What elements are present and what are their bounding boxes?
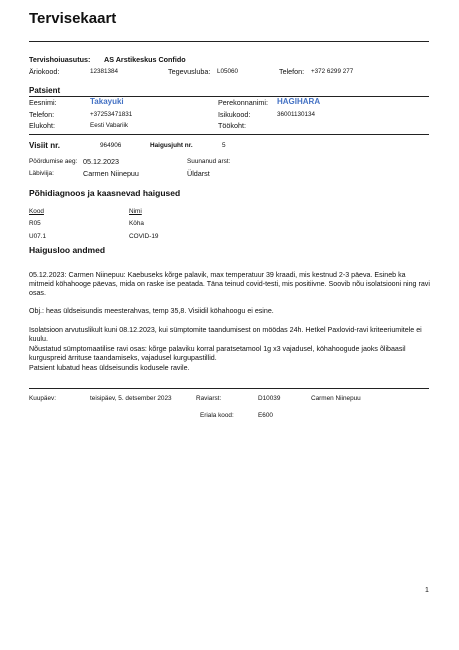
first-name-label: Eesnimi:: [29, 98, 57, 107]
diagnoses-heading: Põhidiagnoos ja kaasnevad haigused: [29, 188, 181, 198]
history-treatment: Nõustatud sümptomaatilise ravi osas: kõrge palaviku korral paratsetamool 1g x3 vajadusel, köhahoogude jaoks õlibaasil kurguspreid ärrituse taandamiseks, vajadusel kurgupastillid.: [29, 345, 406, 363]
visit-number-label: Visiit nr.: [29, 141, 60, 150]
first-name-value: Takayuki: [90, 97, 124, 106]
doctor-name: Carmen Niinepuu: [311, 395, 361, 402]
workplace-label: Töökoht:: [218, 121, 246, 130]
patient-divider: [29, 96, 429, 97]
page-number: 1: [425, 587, 429, 594]
diagnosis-name: COVID-19: [129, 233, 159, 240]
visit-date-value: 05.12.2023: [83, 157, 119, 166]
diagnosis-code-header: Kood: [29, 208, 44, 215]
history-discharge: Patsient lubatud heas üldseisundis kodusele ravile.: [29, 364, 190, 372]
last-name-value: HAGIHARA: [277, 97, 321, 106]
provider-label: Tervishoiuasutus:: [29, 55, 91, 64]
id-code-label: Isikukood:: [218, 110, 251, 119]
visit-number-value: 964906: [100, 142, 122, 149]
visit-divider: [29, 134, 429, 135]
patient-heading: Patsient: [29, 86, 61, 95]
license-value: L05060: [217, 68, 239, 75]
conducted-by-specialty: Üldarst: [187, 169, 210, 178]
patient-phone-label: Telefon:: [29, 110, 55, 119]
conducted-by-value: Carmen Niinepuu: [83, 169, 139, 178]
history-objective: Obj.: heas üldseisundis meesterahvas, temp 35,8. Visiidil köhahoogu ei esine.: [29, 307, 274, 315]
last-name-label: Perekonnanimi:: [218, 98, 268, 107]
history-complaint: 05.12.2023: Carmen Niinepuu: Kaebuseks kõrge palavik, max temperatuur 39 kraadi, mis kestnud 2-3 päeva. Esineb ka mitmeid köhahooge päevas, mida on raske ise peatada. Täna teinud covid-testi, mis positiivne. Soovib nõu isolatsiooni ning ravi osas.: [29, 271, 430, 298]
diagnosis-name: Köha: [129, 220, 144, 227]
provider-name: AS Arstikeskus Confido: [104, 55, 186, 64]
reg-code-label: Äriokood:: [29, 67, 60, 76]
doctor-label: Raviarst:: [196, 395, 222, 402]
footer-divider: [29, 388, 429, 389]
id-code-value: 36001130134: [277, 111, 316, 118]
page-title: Tervisekaart: [29, 10, 117, 27]
patient-phone-value: +37253471831: [90, 111, 133, 118]
provider-phone-value: +372 6299 277: [311, 68, 354, 75]
license-label: Tegevusluba:: [168, 67, 211, 76]
footer-date-label: Kuupäev:: [29, 395, 57, 402]
residence-value: Eesti Vabariik: [90, 122, 129, 129]
specialty-code-label: Eriala kood:: [200, 412, 234, 419]
residence-label: Elukoht:: [29, 121, 55, 130]
provider-phone-label: Telefon:: [279, 67, 305, 76]
title-divider: [29, 41, 429, 42]
diagnosis-code: R05: [29, 220, 41, 227]
history-isolation: Isolatsioon arvutuslikult kuni 08.12.2023, kui sümptomite taandumisest on möödas 24h. Hetkel Paxlovid-ravi kriteeriumitele ei kuulu.: [29, 326, 422, 344]
diagnosis-code: U07.1: [29, 233, 47, 240]
diagnosis-name-header: Nimi: [129, 208, 142, 215]
footer-date-value: teisipäev, 5. detsember 2023: [90, 395, 172, 402]
reg-code-value: 12381384: [90, 68, 119, 75]
specialty-code-value: E600: [258, 412, 273, 419]
case-number-value: 5: [222, 142, 226, 149]
conducted-by-label: Läbiviija:: [29, 170, 54, 177]
visit-date-label: Pöördumise aeg:: [29, 158, 78, 165]
history-heading: Haigusloo andmed: [29, 245, 106, 255]
doctor-code: D10039: [258, 395, 281, 402]
case-number-label: Haigusjuht nr.: [150, 142, 193, 149]
referrer-label: Suunanud arst:: [187, 158, 231, 165]
